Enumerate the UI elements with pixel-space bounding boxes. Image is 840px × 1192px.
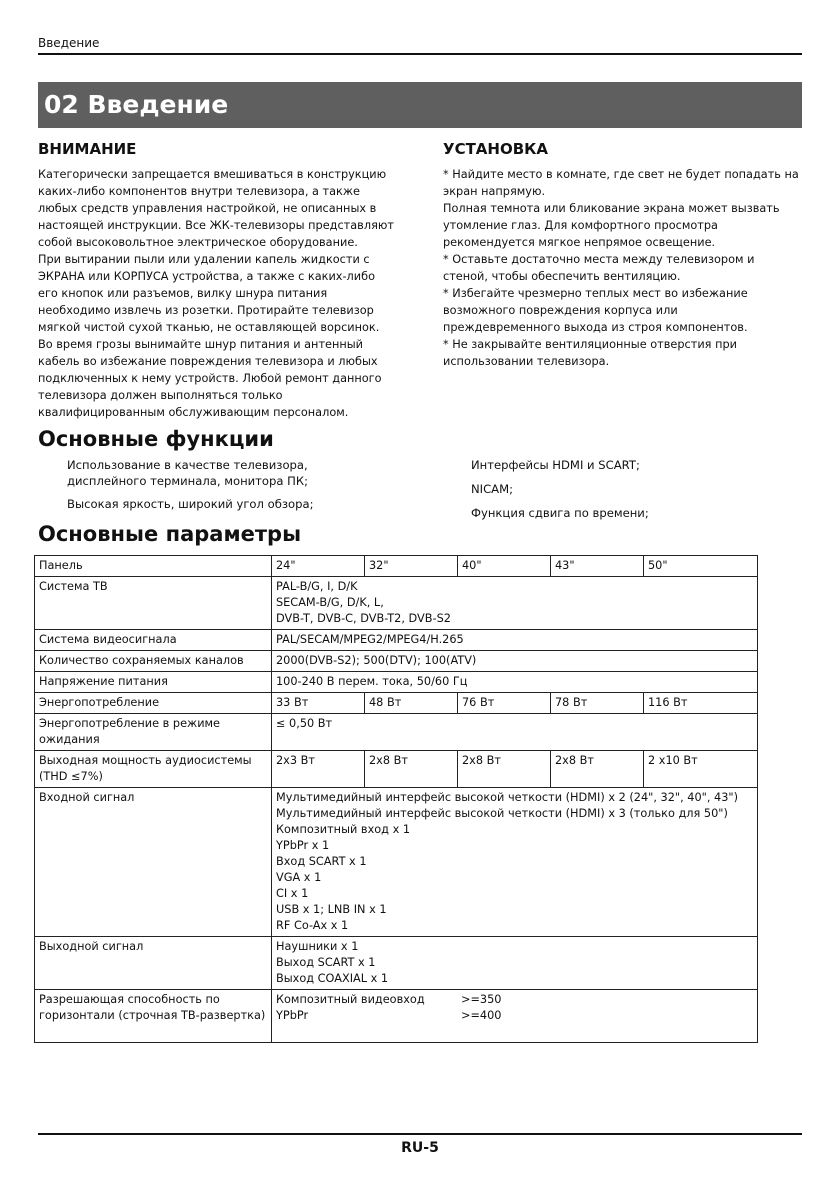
table-row <box>35 937 758 990</box>
table-row <box>35 556 758 577</box>
spec-value: 2000(DVB-S2); 500(DTV); 100(ATV) <box>272 651 758 672</box>
spec-value-line <box>276 1024 753 1040</box>
warning-line: настоящей инструкции. Все ЖК-телевизоры представляют <box>38 219 394 232</box>
spec-value-line: VGA x 1 <box>276 871 322 884</box>
spec-value-line: YPbPr x 1 <box>276 839 330 852</box>
warning-heading: ВНИМАНИЕ <box>38 140 137 158</box>
spec-value <box>272 577 758 630</box>
feature-item-line: дисплейного терминала, монитора ПК; <box>67 474 309 488</box>
spec-label: Входной сигнал <box>35 788 272 937</box>
spec-value-line: Вход SCART x 1 <box>276 855 367 868</box>
installation-line: экран напрямую. <box>443 185 546 198</box>
feature-item-line: Использование в качестве телевизора, <box>67 458 308 472</box>
spec-value <box>272 937 758 990</box>
table-row <box>35 672 758 693</box>
warning-line: мягкой чистой сухой тканью, не оставляющей ворсинок. <box>38 321 380 334</box>
warning-line: любых средств управления настройкой, не описанных в <box>38 202 377 215</box>
installation-text <box>443 166 803 370</box>
warning-line: необходимо извлечь из розетки. Протирайте телевизор <box>38 304 374 317</box>
features-heading: Основные функции <box>38 427 274 451</box>
warning-line: кабель во избежание повреждения телевизора и любых <box>38 355 378 368</box>
spec-value: 32" <box>365 556 458 577</box>
feature-item: Интерфейсы HDMI и SCART; <box>471 458 640 472</box>
installation-section <box>443 140 803 370</box>
spec-label: Энергопотребление <box>35 693 272 714</box>
spec-value: PAL/SECAM/MPEG2/MPEG4/H.265 <box>272 630 758 651</box>
warning-line: Категорически запрещается вмешиваться в конструкцию <box>38 168 387 181</box>
installation-line: * Оставьте достаточно места между телевизором и <box>443 253 755 266</box>
footer-rule <box>38 1133 802 1135</box>
feature-item: NICAM; <box>471 482 514 496</box>
header-rule <box>38 53 802 55</box>
resolution-name: Композитный видеовход <box>276 993 425 1006</box>
spec-value: 33 Вт <box>272 693 365 714</box>
feature-item <box>67 496 327 512</box>
spec-label: Выходная мощность аудиосистемы (THD ≤7%) <box>35 751 272 788</box>
spec-value: 76 Вт <box>458 693 551 714</box>
spec-value-line: Мультимедийный интерфейс высокой четкости (HDMI) x 3 (только для 50") <box>276 807 728 820</box>
spec-value <box>272 788 758 937</box>
spec-value: 40" <box>458 556 551 577</box>
table-row <box>35 651 758 672</box>
spec-value-line: USB x 1; LNB IN x 1 <box>276 903 387 916</box>
spec-value: 50" <box>644 556 758 577</box>
section-title-bar: 02 Введение <box>38 82 802 128</box>
spec-value-line: Мультимедийный интерфейс высокой четкости (HDMI) x 2 (24", 32", 40", 43") <box>276 791 739 804</box>
installation-line: утомление глаз. Для комфортного просмотра <box>443 219 718 232</box>
spec-value: 2x8 Вт <box>458 751 551 788</box>
spec-label: Напряжение питания <box>35 672 272 693</box>
spec-label: Система ТВ <box>35 577 272 630</box>
installation-line: * Не закрывайте вентиляционные отверстия при <box>443 338 737 351</box>
warning-line: квалифицированным обслуживающим персоналом. <box>38 406 349 419</box>
spec-value: 24" <box>272 556 365 577</box>
resolution-value: >=400 <box>461 1009 502 1022</box>
warning-line: ЭКРАНА или КОРПУСА устройства, а также с каких-либо <box>38 270 375 283</box>
table-row <box>35 990 758 1043</box>
spec-value-line: PAL-B/G, I, D/K <box>276 580 358 593</box>
spec-value-line: Композитный вход x 1 <box>276 823 411 836</box>
running-header: Введение <box>38 36 100 50</box>
spec-value: 48 Вт <box>365 693 458 714</box>
warning-line: телевизора должен выполняться только <box>38 389 283 402</box>
spec-value: 2 x10 Вт <box>644 751 758 788</box>
table-row <box>35 751 758 788</box>
feature-item <box>67 457 327 489</box>
warning-section <box>38 140 398 421</box>
installation-line: использовании телевизора. <box>443 355 610 368</box>
spec-value-line: Наушники x 1 <box>276 940 359 953</box>
spec-value-line: DVB-T, DVB-C, DVB-T2, DVB-S2 <box>276 612 451 625</box>
resolution-name: YPbPr <box>276 1009 309 1022</box>
features-left-list <box>67 457 327 519</box>
spec-value: 116 Вт <box>644 693 758 714</box>
spec-value: 78 Вт <box>551 693 644 714</box>
spec-value <box>272 990 758 1043</box>
params-heading: Основные параметры <box>38 522 302 546</box>
table-row <box>35 788 758 937</box>
table-row <box>35 693 758 714</box>
spec-value: ≤ 0,50 Вт <box>272 714 758 751</box>
page-number: RU-5 <box>401 1140 439 1156</box>
resolution-row <box>276 992 753 1008</box>
warning-text <box>38 166 398 421</box>
warning-line: При вытирании пыли или удалении капель жидкости с <box>38 253 370 266</box>
specs-table <box>34 555 758 1043</box>
warning-line: собой высоковольтное электрическое оборудование. <box>38 236 358 249</box>
table-row <box>35 714 758 751</box>
warning-line: его кнопок или разъемов, вилку шнура питания <box>38 287 328 300</box>
feature-item-line: Высокая яркость, широкий угол обзора; <box>67 497 314 511</box>
spec-label: Система видеосигнала <box>35 630 272 651</box>
spec-value-line: RF Co-Ax x 1 <box>276 919 349 932</box>
warning-line: подключенных к нему устройств. Любой ремонт данного <box>38 372 382 385</box>
spec-label: Разрешающая способность по горизонтали (строчная ТВ-развертка) <box>35 990 272 1043</box>
spec-value: 2x3 Вт <box>272 751 365 788</box>
spec-value-line: SECAM-B/G, D/K, L, <box>276 596 384 609</box>
spec-value: 43" <box>551 556 644 577</box>
installation-line: возможного повреждения корпуса или <box>443 304 678 317</box>
resolution-value: >=350 <box>461 993 502 1006</box>
spec-label: Энергопотребление в режиме ожидания <box>35 714 272 751</box>
spec-value: 2x8 Вт <box>365 751 458 788</box>
resolution-row <box>276 1008 753 1024</box>
table-row <box>35 630 758 651</box>
installation-line: рекомендуется мягкое непрямое освещение. <box>443 236 716 249</box>
spec-label: Выходной сигнал <box>35 937 272 990</box>
spec-value-line: CI x 1 <box>276 887 309 900</box>
spec-value: 100-240 В перем. тока, 50/60 Гц <box>272 672 758 693</box>
spec-label: Количество сохраняемых каналов <box>35 651 272 672</box>
features-right-list <box>471 457 771 529</box>
installation-line: Полная темнота или бликование экрана может вызвать <box>443 202 780 215</box>
installation-line: преждевременного выхода из строя компонентов. <box>443 321 748 334</box>
installation-line: * Найдите место в комнате, где свет не будет попадать на <box>443 168 799 181</box>
spec-value: 2x8 Вт <box>551 751 644 788</box>
spec-value-line: Выход SCART x 1 <box>276 956 376 969</box>
installation-line: * Избегайте чрезмерно теплых мест во избежание <box>443 287 748 300</box>
spec-value-line: Выход COAXIAL x 1 <box>276 972 389 985</box>
feature-item: Функция сдвига по времени; <box>471 506 649 520</box>
table-row <box>35 577 758 630</box>
installation-heading: УСТАНОВКА <box>443 140 549 158</box>
warning-line: Во время грозы вынимайте шнур питания и антенный <box>38 338 364 351</box>
warning-line: каких-либо компонентов внутри телевизора, а также <box>38 185 360 198</box>
spec-label: Панель <box>35 556 272 577</box>
installation-line: стеной, чтобы обеспечить вентиляцию. <box>443 270 681 283</box>
